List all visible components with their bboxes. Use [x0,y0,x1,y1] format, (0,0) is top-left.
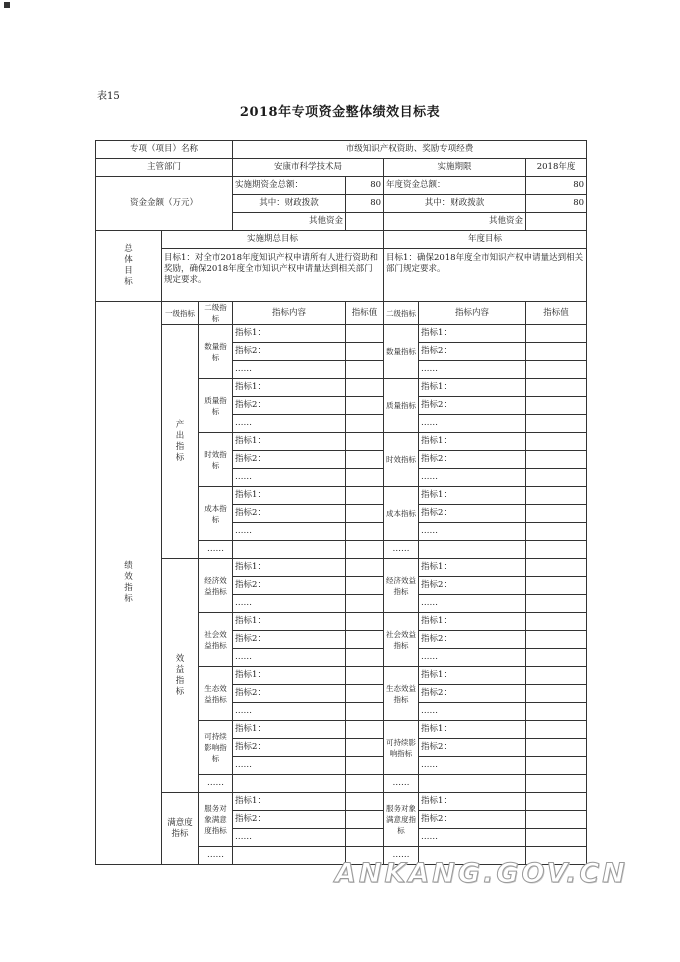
indicator-value [346,667,384,685]
indicator-2: 指标2： [233,505,346,523]
annual-fiscal-value: 80 [526,195,587,213]
indicator-2-right: 指标2： [419,811,526,829]
service-satisfaction-label-right: 服务对象满意度指标 [384,793,419,847]
indicator-2: 指标2： [233,739,346,757]
indicator-value-right [526,793,587,811]
level2-ellipsis: …… [199,541,233,559]
indicator-1: 指标1： [233,721,346,739]
indicator-value [346,523,384,541]
indicator-ellipsis: …… [233,523,346,541]
content-header-right: 指标内容 [419,302,526,325]
service-satisfaction-label: 服务对象满意度指标 [199,793,233,847]
funds-label: 资金金额（万元） [96,177,233,231]
indicator-value-right [526,505,587,523]
indicator-value-right [526,487,587,505]
level2-ellipsis: …… [199,775,233,793]
indicator-value-right [526,325,587,343]
value-header-right: 指标值 [526,302,587,325]
annual-fiscal-label: 其中：财政拨款 [384,195,526,213]
indicator-value-right [526,343,587,361]
indicator-value-right [526,739,587,757]
indicator-2: 指标2： [233,397,346,415]
indicator-value-right [526,811,587,829]
period-goal-text: 目标1：对全市2018年度知识产权申请所有人进行资助和奖励，确保2018年度全市知识产权申请量达到相关部门规定要求。 [162,249,384,302]
indicator-value [346,415,384,433]
indicator-ellipsis: …… [233,703,346,721]
content-header: 指标内容 [233,302,346,325]
indicator-ellipsis: …… [233,829,346,847]
indicator-blank [233,847,346,865]
ecological-indicator-label-right: 生态效益指标 [384,667,419,721]
indicator-2-right: 指标2： [419,631,526,649]
quality-indicator-label: 质量指标 [199,379,233,433]
indicator-ellipsis: …… [233,595,346,613]
indicator-ellipsis: …… [233,649,346,667]
indicator-value [346,505,384,523]
indicator-value [346,325,384,343]
total-funds-value: 80 [346,177,384,195]
project-name-value: 市级知识产权资助、奖励专项经费 [233,141,587,159]
scan-corner-mark [4,2,10,8]
indicator-2-right: 指标2： [419,685,526,703]
fiscal-funds-value: 80 [346,195,384,213]
total-funds-label: 实施期资金总额： [233,177,346,195]
indicator-value-right [526,685,587,703]
indicator-value [346,811,384,829]
indicator-value [346,451,384,469]
quantity-indicator-label: 数量指标 [199,325,233,379]
annual-goal-header: 年度目标 [384,231,587,249]
indicator-ellipsis-right: …… [419,415,526,433]
indicator-value [346,739,384,757]
indicator-2: 指标2： [233,343,346,361]
indicator-2-right: 指标2： [419,577,526,595]
indicator-2-right: 指标2： [419,451,526,469]
indicator-ellipsis: …… [233,361,346,379]
indicator-ellipsis-right: …… [419,361,526,379]
indicator-value-right [526,703,587,721]
indicator-value [346,829,384,847]
indicator-value [346,775,384,793]
level2-header-right: 二级指标 [384,302,419,325]
annual-funds-label: 年度资金总额： [384,177,526,195]
annual-other-label: 其他资金 [384,213,526,231]
indicator-value-right [526,613,587,631]
page-title: 2018年专项资金整体绩效目标表 [239,105,441,120]
department-value: 安康市科学技术局 [233,159,384,177]
indicator-2-right: 指标2： [419,343,526,361]
indicator-1-right: 指标1： [419,379,526,397]
indicator-1: 指标1： [233,379,346,397]
indicator-ellipsis-right: …… [419,757,526,775]
indicator-1: 指标1： [233,487,346,505]
indicator-value-right [526,469,587,487]
satisfaction-indicators-label: 满意度指标 [162,793,199,865]
fiscal-funds-label: 其中：财政拨款 [233,195,346,213]
indicator-2-right: 指标2： [419,397,526,415]
quantity-indicator-label-right: 数量指标 [384,325,419,379]
indicator-ellipsis: …… [233,757,346,775]
indicator-value [346,559,384,577]
indicator-value-right [526,757,587,775]
indicator-1: 指标1： [233,559,346,577]
indicator-value [346,487,384,505]
indicator-value-right [526,361,587,379]
indicator-value [346,793,384,811]
indicator-value-right [526,595,587,613]
value-header: 指标值 [346,302,384,325]
indicator-1-right: 指标1： [419,667,526,685]
indicator-value [346,685,384,703]
indicator-blank-right [419,775,526,793]
overall-goal-label: 总体目标 [96,231,162,302]
level1-header: 一级指标 [162,302,199,325]
indicator-ellipsis-right: …… [419,595,526,613]
indicator-value-right [526,667,587,685]
performance-indicators-label: 绩效指标 [96,302,162,865]
indicator-1: 指标1： [233,667,346,685]
indicator-value [346,397,384,415]
indicator-value [346,541,384,559]
indicator-value-right [526,415,587,433]
indicator-value [346,595,384,613]
indicator-value-right [526,451,587,469]
timeliness-indicator-label-right: 时效指标 [384,433,419,487]
cost-indicator-label: 成本指标 [199,487,233,541]
level2-header: 二级指标 [199,302,233,325]
level2-ellipsis-right: …… [384,775,419,793]
indicator-value [346,433,384,451]
indicator-2: 指标2： [233,631,346,649]
site-watermark: ANKANG.GOV.CN [335,858,628,889]
indicator-ellipsis-right: …… [419,469,526,487]
table-number: 表15 [97,91,120,102]
indicator-value [346,613,384,631]
indicator-value-right [526,397,587,415]
indicator-ellipsis: …… [233,415,346,433]
indicator-value [346,757,384,775]
indicator-value-right [526,433,587,451]
indicator-value-right [526,541,587,559]
sustainable-indicator-label: 可持续影响指标 [199,721,233,775]
indicator-1: 指标1： [233,325,346,343]
annual-other-value [526,213,587,231]
indicator-value [346,649,384,667]
indicator-1-right: 指标1： [419,433,526,451]
indicator-2: 指标2： [233,577,346,595]
social-indicator-label-right: 社会效益指标 [384,613,419,667]
other-funds-label: 其他资金 [233,213,346,231]
indicator-2-right: 指标2： [419,739,526,757]
performance-target-table [95,140,587,865]
indicator-blank-right [419,541,526,559]
indicator-value-right [526,523,587,541]
indicator-1: 指标1： [233,793,346,811]
annual-funds-value: 80 [526,177,587,195]
indicator-1: 指标1： [233,433,346,451]
level2-ellipsis-right: …… [384,541,419,559]
indicator-1-right: 指标1： [419,613,526,631]
sustainable-indicator-label-right: 可持续影响指标 [384,721,419,775]
quality-indicator-label-right: 质量指标 [384,379,419,433]
indicator-value [346,361,384,379]
department-label: 主管部门 [96,159,233,177]
indicator-1: 指标1： [233,613,346,631]
indicator-value [346,577,384,595]
period-label: 实施期限 [384,159,526,177]
indicator-ellipsis-right: …… [419,703,526,721]
output-indicators-label: 产出指标 [162,325,199,559]
level2-ellipsis-right: …… [384,847,419,865]
indicator-value-right [526,721,587,739]
period-goal-header: 实施期总目标 [162,231,384,249]
ecological-indicator-label: 生态效益指标 [199,667,233,721]
indicator-value [346,631,384,649]
indicator-value [346,703,384,721]
indicator-value-right [526,577,587,595]
economic-indicator-label: 经济效益指标 [199,559,233,613]
indicator-ellipsis: …… [233,469,346,487]
indicator-ellipsis-right: …… [419,649,526,667]
indicator-value [346,469,384,487]
indicator-blank [233,541,346,559]
cost-indicator-label-right: 成本指标 [384,487,419,541]
indicator-1-right: 指标1： [419,559,526,577]
period-value: 2018年度 [526,159,587,177]
annual-goal-text: 目标1：确保2018年度全市知识产权申请量达到相关部门规定要求。 [384,249,587,302]
indicator-value-right [526,649,587,667]
indicator-2: 指标2： [233,451,346,469]
indicator-value-right [526,379,587,397]
indicator-2-right: 指标2： [419,505,526,523]
indicator-ellipsis-right: …… [419,829,526,847]
economic-indicator-label-right: 经济效益指标 [384,559,419,613]
indicator-value [346,379,384,397]
project-name-label: 专项（项目）名称 [96,141,233,159]
indicator-1-right: 指标1： [419,325,526,343]
other-funds-value [346,213,384,231]
indicator-value-right [526,775,587,793]
indicator-value-right [526,829,587,847]
level2-ellipsis: …… [199,847,233,865]
indicator-1-right: 指标1： [419,721,526,739]
indicator-blank [233,775,346,793]
indicator-2: 指标2： [233,811,346,829]
indicator-value-right [526,631,587,649]
indicator-value [346,343,384,361]
timeliness-indicator-label: 时效指标 [199,433,233,487]
indicator-ellipsis-right: …… [419,523,526,541]
indicator-1-right: 指标1： [419,793,526,811]
social-indicator-label: 社会效益指标 [199,613,233,667]
indicator-value [346,721,384,739]
indicator-value-right [526,559,587,577]
indicator-1-right: 指标1： [419,487,526,505]
benefit-indicators-label: 效益指标 [162,559,199,793]
indicator-2: 指标2： [233,685,346,703]
